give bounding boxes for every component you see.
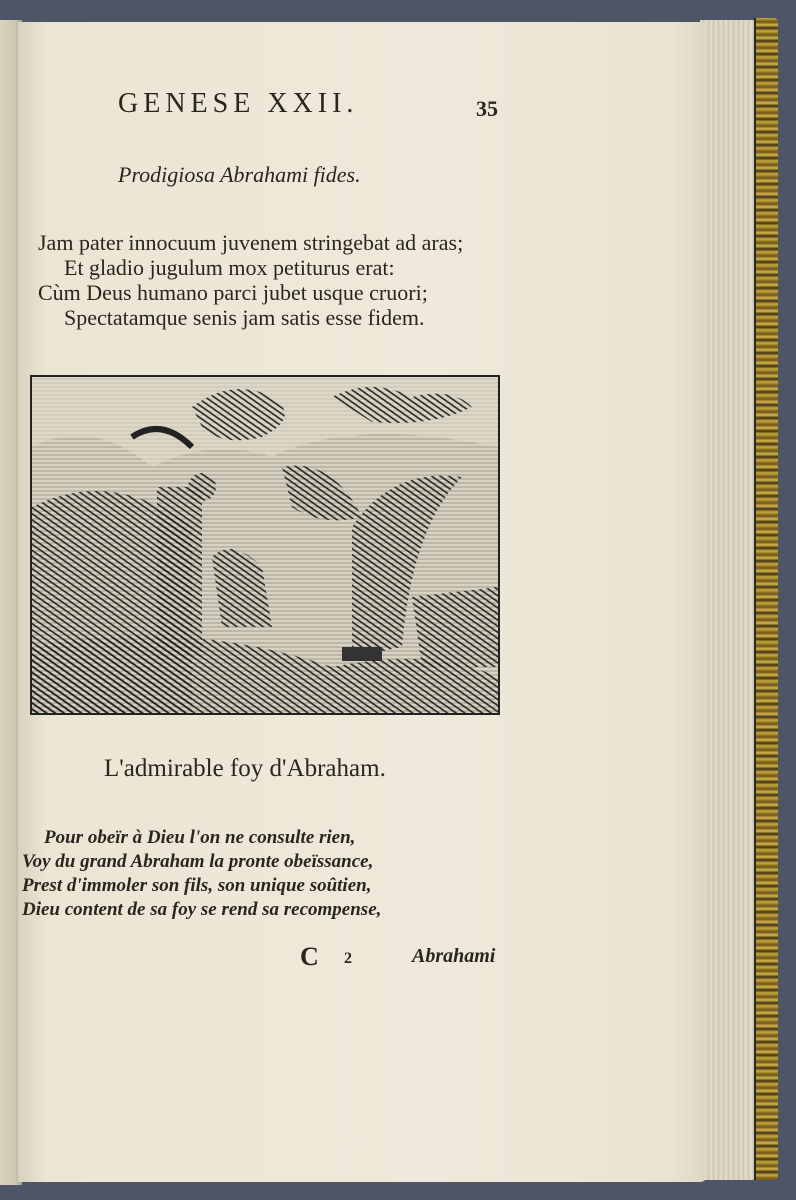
catchword: Abrahami <box>412 945 496 967</box>
signature-number: 2 <box>344 950 352 967</box>
latin-verse-line: Jam pater innocuum juvenem stringebat ad aras; <box>38 230 464 255</box>
woodcut-illustration <box>30 375 500 715</box>
latin-verse-line: Et gladio jugulum mox petiturus erat: <box>64 255 395 280</box>
signature-mark: C <box>300 942 319 971</box>
page-fore-edge <box>700 20 758 1180</box>
latin-verse-line: Spectatamque senis jam satis esse fidem. <box>64 305 425 330</box>
page-number: 35 <box>476 96 498 121</box>
running-head: GENESE XXII. <box>118 88 359 119</box>
latin-title: Prodigiosa Abrahami fides. <box>118 162 361 187</box>
french-verse-line: Pour obeïr à Dieu l'on ne consulte rien, <box>44 827 356 848</box>
gilt-edge <box>754 18 778 1180</box>
latin-verse-line: Cùm Deus humano parci jubet usque cruori; <box>38 280 428 305</box>
french-verse-line: Prest d'immoler son fils, son unique soûtien, <box>22 875 372 896</box>
french-verse-line: Dieu content de sa foy se rend sa recompense, <box>22 899 382 920</box>
french-title: L'admirable foy d'Abraham. <box>104 755 386 782</box>
french-verse-line: Voy du grand Abraham la pronte obeïssance, <box>22 851 374 872</box>
